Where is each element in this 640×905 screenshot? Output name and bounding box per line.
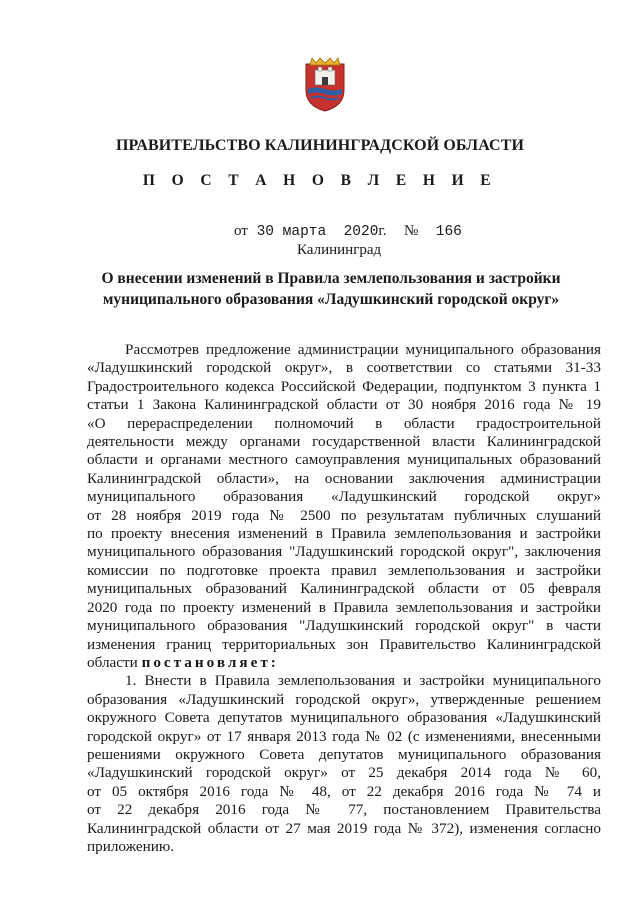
paragraph-line: по проекту внесения изменений в Правила землепользования и застройки [87,525,601,543]
paragraph-line: решениями окружного Совета депутатов муниципального образования [87,745,601,763]
paragraph-line: муниципальных образований Калининградской области от 05 февраля [87,580,601,598]
paragraph-line: от 22 декабря 2016 года № 77, постановлением Правительства [87,801,601,819]
paragraph-line: «Ладушкинский городской округ», в соответствии со статьями 31-33 [87,359,601,377]
government-title: ПРАВИТЕЛЬСТВО КАЛИНИНГРАДСКОЙ ОБЛАСТИ [115,137,525,154]
subject-line: муниципального образования «Ладушкинский городской округ» [102,291,560,308]
paragraph-line: Рассмотрев предложение администрации муниципального образования [125,341,601,358]
paragraph-line: 1. Внести в Правила землепользования и застройки муниципального [125,672,601,690]
paragraph-line: образования «Ладушкинский городской округ», утвержденные решением [87,690,601,708]
paragraph-line: городской округ» от 17 января 2013 года № 02 (с изменениями, внесенными [87,727,601,745]
date-number-line [234,223,462,240]
date-prefix: от [234,223,248,239]
document-date: 30 марта [256,224,327,240]
paragraph-line: деятельности между органами государственной власти Калининградской [87,433,601,451]
document-type: П О С Т А Н О В Л Е Н И Е [142,172,498,189]
coat-of-arms-icon [302,56,348,112]
paragraph-line: «Ладушкинский городской округ» от 25 декабря 2014 года № 60, [87,764,601,782]
paragraph-line: от 05 октября 2016 года № 48, от 22 декабря 2016 года № 74 и [87,782,601,800]
city: Калининград [297,242,382,258]
year-suffix: г. [378,223,387,239]
paragraph-line: 2020 года по проекту изменений в Правила землепользования и застройки [87,598,601,616]
paragraph-line: изменения границ территориальных зон Правительство Калининградской [87,635,601,653]
paragraph-line: муниципального образования «Ладушкинский городской округ» [87,488,601,506]
resolution-prefix: области [87,653,138,671]
document-year: 2020 [343,224,379,240]
document-number: 166 [435,224,462,240]
subject-line: О внесении изменений в Правила землепользования и застройки [101,270,561,287]
paragraph-line: от 28 ноября 2019 года № 2500 по результатам публичных слушаний [87,506,601,524]
paragraph-line: Градостроительного кодекса Российской Федерации, подпунктом 3 пункта 1 [87,377,601,395]
paragraph-line: окружного Совета депутатов муниципального образования «Ладушкинский [87,709,601,727]
paragraph-line: Калининградской области от 27 мая 2019 года № 372), изменения согласно [87,819,601,837]
number-sign: № [404,223,419,239]
paragraph-line: «О перераспределении полномочий в области градостроительной [87,414,601,432]
paragraph-line: муниципального образования "Ладушкинский городской округ" в части [87,617,601,635]
paragraph-line: Калининградской области», на основании заключения администрации [87,469,601,487]
paragraph-line: статьи 1 Закона Калининградской области от 30 ноября 2016 года № 19 [87,396,601,414]
paragraph-line: приложению. [87,837,175,855]
document-body [87,341,601,856]
paragraph-line: области и органами местного самоуправления муниципальных образований [87,451,601,469]
paragraph-line [87,654,601,672]
document-subject [60,268,602,310]
paragraph-line: муниципального образования "Ладушкинский городской округ", заключения [87,543,601,561]
resolution-keyword: постановляет: [141,653,279,671]
paragraph-line: комиссии по подготовке проекта правил землепользования и застройки [87,561,601,579]
